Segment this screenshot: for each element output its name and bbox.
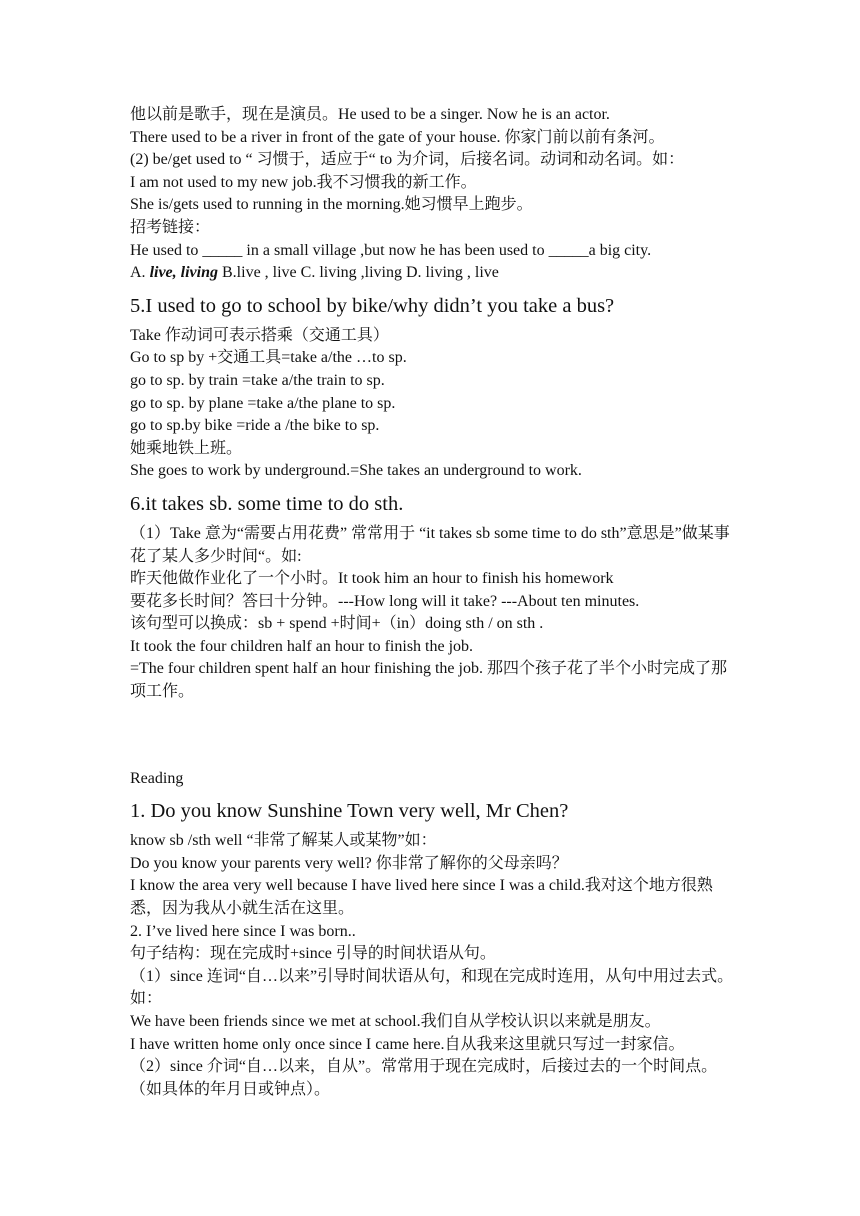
option-a-answer: live, living (149, 264, 218, 282)
text-line: 他以前是歌手，现在是演员。He used to be a singer. Now he is an actor. (130, 106, 610, 123)
text-line: I am not used to my new job.我不习惯我的新工作。 (130, 173, 477, 191)
spacer (130, 704, 734, 768)
text-line: Go to sp by +交通工具=take a/the …to sp. (130, 349, 407, 367)
reading-label: Reading (130, 769, 184, 787)
text-paragraph: I know the area very well because I have lived here since I was a child.我对这个地方很熟悉，因为我从小就生活在这里。 (130, 877, 713, 918)
text-line: She is/gets used to running in the morning.她习惯早上跑步。 (130, 196, 533, 214)
text-line: 招考链接： (130, 218, 211, 236)
text-paragraph: =The four children spent half an hour finishing the job. 那四个孩子花了半个小时完成了那项工作。 (130, 660, 727, 701)
text-line: 要花多长时间？答曰十分钟。---How long will it take? ---About ten minutes. (130, 592, 640, 610)
exercise-question: He used to _____ in a small village ,but now he has been used to _____a big city. (130, 241, 652, 259)
reading-heading-1: 1. Do you know Sunshine Town very well, Mr Chen? (130, 800, 569, 823)
text-paragraph: （1）since 连词“自…以来”引导时间状语从句，和现在完成时连用，从句中用过去式。如： (130, 967, 734, 1008)
text-line: Do you know your parents very well? 你非常了解你的父母亲吗？ (130, 854, 568, 872)
text-line: We have been friends since we met at school.我们自从学校认识以来就是朋友。 (130, 1013, 661, 1030)
text-line: know sb /sth well “非常了解某人或某物”如： (130, 832, 437, 850)
text-line: go to sp. by plane =take a/the plane to sp. (130, 394, 396, 412)
text-line: 昨天他做作业化了一个小时。It took him an hour to finish his homework (130, 570, 614, 588)
text-line: go to sp. by train =take a/the train to sp. (130, 371, 385, 389)
section-heading-6: 6.it takes sb. some time to do sth. (130, 492, 404, 515)
text-line: Take 作动词可表示搭乘（交通工具） (130, 326, 389, 344)
text-line: 她乘地铁上班。 (130, 439, 243, 457)
options-rest: B.live , live C. living ,living D. living , live (218, 264, 499, 282)
text-line: go to sp.by bike =ride a /the bike to sp. (130, 417, 380, 435)
exercise-options (130, 262, 734, 285)
text-line: (2) be/get used to “ 习惯于，适应于“ to 为介词，后接名词。动词和动名词。如： (130, 151, 685, 169)
option-a-prefix: A. (130, 264, 150, 282)
text-line: 2. I’ve lived here since I was born.. (130, 922, 356, 940)
text-paragraph: （2）since 介词“自…以来，自从”。常常用于现在完成时，后接过去的一个时间点。（如具体的年月日或钟点）。 (130, 1058, 718, 1098)
text-line: 句子结构：现在完成时+since 引导的时间状语从句。 (130, 945, 496, 963)
section-heading-5: 5.I used to go to school by bike/why didn’t you take a bus? (130, 294, 615, 317)
document-body (130, 104, 734, 1101)
text-line: 该句型可以换成：sb + spend +时间+（in）doing sth / on sth . (130, 615, 544, 633)
text-line: I have written home only once since I came here.自从我来这里就只写过一封家信。 (130, 1035, 685, 1053)
text-paragraph: （1）Take 意为“需要占用花费” 常常用于 “it takes sb some time to do sth”意思是”做某事花了某人多少时间“。如: (130, 524, 730, 565)
text-line: There used to be a river in front of the gate of your house. 你家门前以前有条河。 (130, 128, 665, 146)
text-line: It took the four children half an hour to finish the job. (130, 637, 474, 655)
text-line: She goes to work by underground.=She takes an underground to work. (130, 462, 582, 480)
